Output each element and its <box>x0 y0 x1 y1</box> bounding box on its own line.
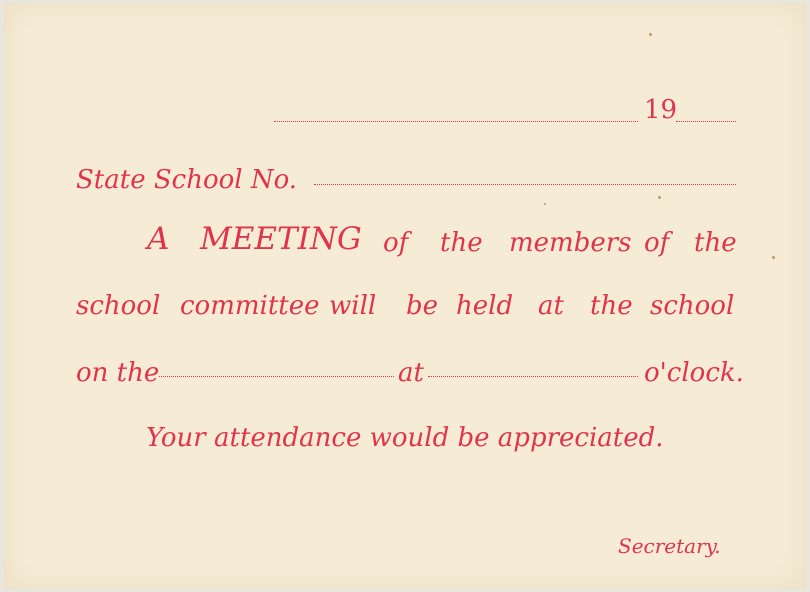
meeting-word: MEETING <box>200 221 362 257</box>
meeting-line-a: A <box>147 221 170 257</box>
paper-speck <box>658 196 661 199</box>
paper-speck <box>544 203 546 205</box>
year-blank <box>676 121 736 122</box>
state-school-label: State School No. <box>76 165 298 195</box>
paper-speck <box>772 256 775 259</box>
secretary-label: Secretary. <box>618 534 721 558</box>
line2-will: will <box>329 291 377 321</box>
line1-of: of <box>383 228 409 258</box>
school-number-blank <box>314 184 736 185</box>
line3-on-the: on the <box>76 358 160 388</box>
line1-the2: the <box>694 228 737 258</box>
line2-held: held <box>456 291 514 321</box>
paper-speck <box>649 33 652 36</box>
date-blank <box>274 121 638 122</box>
line2-at: at <box>538 291 564 321</box>
date-of-meeting-blank <box>159 376 394 377</box>
year-prefix: 19 <box>644 95 678 125</box>
line2-school: school <box>76 291 161 321</box>
line2-school2: school <box>650 291 735 321</box>
line1-the: the <box>440 228 483 258</box>
line2-be: be <box>406 291 439 321</box>
line3-at: at <box>398 358 424 388</box>
time-blank <box>428 376 638 377</box>
line3-oclock: o'clock. <box>644 358 744 388</box>
meeting-notice-card <box>4 3 807 589</box>
line1-of2: of <box>644 228 670 258</box>
attendance-text: Your attendance would be appreciated. <box>146 423 664 453</box>
line1-members: members <box>509 228 632 258</box>
line2-committee: committee <box>180 291 320 321</box>
line2-the: the <box>590 291 633 321</box>
